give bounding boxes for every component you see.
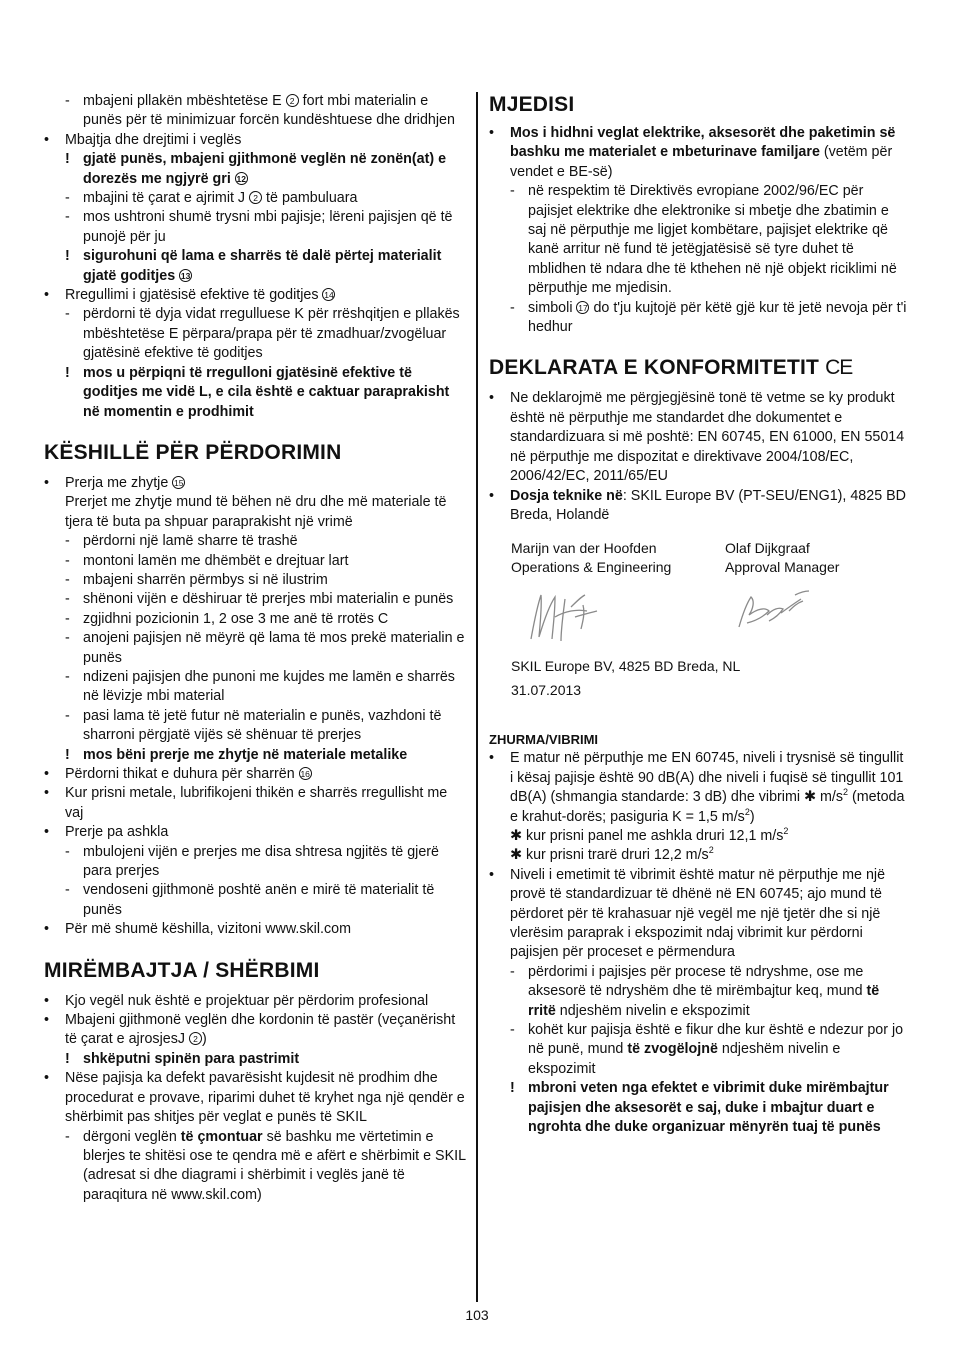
list-item bbox=[44, 784, 468, 823]
list-item bbox=[44, 150, 468, 189]
list-item bbox=[44, 247, 468, 286]
list-item bbox=[44, 992, 468, 1011]
page-number: 103 bbox=[465, 1307, 489, 1323]
noise-title: ZHURMA/VIBRIMI bbox=[489, 732, 599, 748]
section-title-tips: KËSHILLË PËR PËRDORIMIN bbox=[44, 440, 342, 464]
right-column bbox=[489, 92, 909, 1137]
section-title-env: MJEDISI bbox=[489, 93, 575, 116]
list-item bbox=[489, 182, 909, 298]
env-list bbox=[489, 124, 909, 337]
list-marker: - bbox=[65, 571, 70, 588]
list-item bbox=[44, 286, 468, 305]
list-item bbox=[44, 92, 468, 131]
noise-sub-1: ✱ kur prisni panel me ashkla druri 12,1 m/s bbox=[510, 827, 784, 844]
list-item bbox=[44, 843, 468, 882]
list-marker: • bbox=[489, 390, 495, 407]
item-text: shënoni vijën e dëshiruar të prerjes mbi materialin e punës bbox=[83, 591, 454, 608]
item-text-after: të pambuluara bbox=[262, 190, 358, 207]
left-top-list bbox=[44, 92, 468, 422]
signer-2-role: Approval Manager bbox=[725, 559, 840, 576]
list-marker: • bbox=[489, 487, 495, 504]
item-bold-text: Mos i hidhni veglat elektrike, aksesorët dhe paketimin së bashku me materialet e mbeturinave familjare bbox=[510, 125, 896, 161]
item-text: vendoseni gjithmonë poshtë anën e mirë të materialit të punës bbox=[83, 882, 435, 918]
item-text: ndizeni pajisjen dhe punoni me kujdes me lamën e sharrës në lëvizje mbi material bbox=[83, 668, 455, 705]
declaration-title-text: DEKLARATA E KONFORMITETIT bbox=[489, 356, 820, 380]
circled-number: 15 bbox=[174, 477, 184, 488]
circled-number: 16 bbox=[300, 769, 310, 779]
signer-1-name: Marijn van der Hoofden bbox=[511, 540, 657, 557]
section-title-declaration bbox=[489, 355, 909, 381]
list-marker: - bbox=[65, 707, 70, 724]
circled-number: 12 bbox=[236, 173, 247, 184]
list-item bbox=[44, 1069, 468, 1127]
list-marker: ! bbox=[65, 364, 70, 381]
item-text: Kur prisni metale, lubrifikojeni thikën e sharrës rregullisht me vaj bbox=[65, 785, 448, 821]
item-text: Përdorni thikat e duhura për sharrën bbox=[65, 766, 295, 782]
list-marker: • bbox=[44, 824, 50, 841]
circled-number: 2 bbox=[189, 1032, 202, 1045]
item-text: përdorni të dyja vidat rregulluese K për rrëshqitjen e pllakës mbështetëse E përpara/prapa për të zmadhuar/zvogëluar gjatësinë efektive të goditjes bbox=[83, 306, 460, 362]
item-text-after: së bashku me vërtetimin e blerjes te shitësi ose te qendra më e afërt e shërbimit e SKIL (adresat si dhe diagrami i shërbimit i veglës janë të paraqitura në www.skil.com) bbox=[83, 1128, 466, 1203]
item-text: në respektim të Direktivës evropiane 2002/96/EC për pajisjet elektrike dhe elektronike si mbetje dhe zbatimin e saj në përputhje me ligjet kombëtare, pajisjet elektrike që kanë arritur në fund të jetëgjatësisë së tyre duhet të mblidhen të ndara dhe të kthehen në një objekt riciklimi në përputhje me mjedisin. bbox=[528, 183, 897, 297]
list-item bbox=[44, 590, 468, 609]
list-item bbox=[44, 474, 468, 493]
list-item bbox=[44, 189, 468, 208]
item-text-after: : SKIL Europe BV (PT-SEU/ENG1), 4825 BD Breda, Holandë bbox=[510, 487, 906, 523]
item-text: Kjo vegël nuk është e projektuar për përdorim profesional bbox=[65, 992, 429, 1009]
circled-number: 17 bbox=[578, 302, 588, 313]
list-item bbox=[489, 389, 909, 486]
list-item bbox=[44, 765, 468, 784]
list-marker: ! bbox=[65, 746, 70, 763]
tips-list bbox=[44, 474, 468, 940]
item-text: mbajeni sharrën përmbys si në ilustrim bbox=[83, 571, 328, 588]
list-item bbox=[44, 881, 468, 920]
list-marker: - bbox=[65, 668, 70, 685]
list-marker: • bbox=[44, 131, 50, 148]
list-marker: • bbox=[44, 921, 50, 938]
item-text: Prerja me zhytje bbox=[65, 474, 169, 491]
list-marker: - bbox=[65, 591, 70, 608]
list-marker: • bbox=[44, 287, 50, 304]
item-text: mos bëni prerje me zhytje në materiale metalike bbox=[83, 746, 408, 763]
list-item bbox=[44, 532, 468, 551]
list-item bbox=[44, 668, 468, 707]
circled-number: 2 bbox=[286, 94, 299, 107]
list-item bbox=[44, 1050, 468, 1069]
circled-number: 13 bbox=[180, 270, 191, 281]
list-item bbox=[44, 707, 468, 746]
list-item bbox=[44, 1011, 468, 1050]
list-item bbox=[489, 487, 909, 526]
list-marker: - bbox=[510, 183, 515, 200]
list-marker: - bbox=[65, 209, 70, 226]
item-text: mbulojeni vijën e prerjes me disa shtresa ngjitës të gjerë para prerjes bbox=[83, 843, 440, 880]
item-text: përdorni një lamë sharre të trashë bbox=[83, 533, 298, 550]
list-item bbox=[44, 746, 468, 765]
list-marker: • bbox=[44, 1070, 50, 1087]
list-marker: ! bbox=[65, 151, 70, 168]
noise-paragraph-2: • Niveli i emetimit të vibrimit është matur në përputhje me një provë të standardizuar të dhënë në EN 60745; ajo mund të përdoret për të krahasuar një vegël me një tjetër dhe si një vlerësim paraprak i ekspozimit ndaj vibrimit kur përdorni pajisjen për proceset e përmendura bbox=[489, 866, 886, 961]
item-text: Prerjet me zhytje mund të bëhen në dru dhe më materiale të tjera të buta pa shpuar paraprakisht një vrimë bbox=[65, 494, 447, 530]
item-bold-text: të çmontuar bbox=[180, 1128, 263, 1145]
item-text: zgjidhni pozicionin 1, 2 ose 3 me anë të rrotës C bbox=[83, 610, 389, 627]
list-marker: - bbox=[510, 299, 515, 316]
list-marker: - bbox=[65, 533, 70, 550]
item-text: Prerje pa ashkla bbox=[65, 824, 169, 841]
list-item bbox=[44, 364, 468, 422]
signer-1 bbox=[511, 539, 671, 577]
item-text: pasi lama të jetë futur në materialin e punës, vazhdoni të sharroni përgjatë vijës së shënuar të prerjes bbox=[83, 707, 442, 744]
item-text: Mbajtja dhe drejtimi i veglës bbox=[65, 131, 242, 148]
list-item bbox=[44, 629, 468, 668]
circled-number: 2 bbox=[249, 191, 262, 204]
noise-dash-1: - përdorimi i pajisjes për procese të ndryshme, ose me aksesorë të ndryshëm dhe të mirëmbajtur keq, mund të rritë ndjeshëm nivelin e ekspozimit bbox=[510, 963, 880, 1019]
list-marker: ! bbox=[65, 248, 70, 265]
list-item bbox=[44, 305, 468, 363]
list-item bbox=[44, 131, 468, 150]
ce-mark: CE bbox=[825, 356, 853, 380]
left-column bbox=[44, 92, 468, 1205]
list-marker: - bbox=[65, 843, 70, 860]
list-item bbox=[489, 299, 909, 338]
signer-2-name: Olaf Dijkgraaf bbox=[725, 540, 810, 557]
list-marker: - bbox=[65, 610, 70, 627]
signature-1-image bbox=[525, 587, 615, 647]
noise-sub-2: ✱ kur prisni trarë druri 12,2 m/s bbox=[510, 847, 709, 864]
item-text: sigurohuni që lama e sharrës të dalë përtej materialit gjatë goditjes bbox=[83, 248, 442, 284]
item-text-after: (vetëm për vendet e BE-së) bbox=[510, 144, 893, 180]
list-marker: - bbox=[65, 306, 70, 323]
item-text: Për më shumë këshilla, vizitoni www.skil.com bbox=[65, 921, 352, 938]
item-text-after: do t'ju kujtojë për këtë gjë kur të jetë nevoja për t'i hedhur bbox=[528, 299, 907, 336]
list-item bbox=[44, 208, 468, 247]
list-item bbox=[44, 920, 468, 939]
list-marker: • bbox=[489, 125, 495, 141]
item-text: Ne deklarojmë me përgjegjësinë tonë të vetme se ky produkt është në përputhje me standardet dhe dokumentet e standardizuara si më poshtë: EN 60745, EN 61000, EN 55014 në përputhje me dispozitat e direktivave 2004/108/EC, 2006/42/EC, 2011/65/EU bbox=[510, 390, 905, 485]
item-text: Rregullimi i gjatësisë efektive të goditjes bbox=[65, 287, 319, 304]
item-text: montoni lamën me dhëmbët e drejtuar lart bbox=[83, 552, 349, 569]
list-item bbox=[44, 493, 468, 532]
declaration-date: 31.07.2013 bbox=[511, 682, 582, 699]
item-text: simboli bbox=[528, 299, 573, 316]
signer-1-role: Operations & Engineering bbox=[511, 559, 672, 576]
list-marker: - bbox=[65, 630, 70, 647]
item-text-after: fort mbi materialin e punës për të minimizuar forcën kundështuese dhe dridhjen bbox=[83, 93, 455, 129]
item-text: Nëse pajisja ka defekt pavarësisht kujdesit në prodhim dhe procedurat e provave, riparimi duhet të kryhet nga një qendër e shërbimit pas shitjes për veglat e punës të SKIL bbox=[65, 1070, 465, 1126]
list-marker: • bbox=[44, 766, 50, 782]
noise-paragraph-1: • E matur në përputhje me EN 60745, niveli i trysnisë së tingullit i kësaj pajisje është 90 dB(A) dhe niveli i fuqisë së tingullit 101 dB(A) (shmangia standarde: 3 dB) dhe vibrimi ✱ $m/s^2$ (metoda e krahut-dorës; pasiguria K = 1,5 $m/s^2$) ✱ kur prisni panel me ashkla druri 12,1 $m/s^2$ ✱ kur prisni trarë druri 12,2 $m/s^2$ bbox=[489, 750, 905, 864]
item-text-after: ) bbox=[201, 1031, 207, 1048]
item-bold-text: Dosja teknike në bbox=[510, 487, 623, 504]
item-text: mbajini të çarat e ajrimit J bbox=[83, 190, 246, 207]
list-marker: - bbox=[65, 1128, 70, 1145]
service-list bbox=[44, 992, 468, 1205]
list-marker: • bbox=[44, 474, 50, 491]
signer-2 bbox=[725, 539, 839, 577]
list-item bbox=[44, 823, 468, 842]
item-text: Mbajeni gjithmonë veglën dhe kordonin të pastër (veçanërisht të çarat e ajrosjesJ bbox=[65, 1012, 456, 1048]
list-item bbox=[44, 552, 468, 571]
item-text: anojeni pajisjen në mëyrë që lama të mos prekë materialin e punës bbox=[83, 630, 465, 666]
item-text: gjatë punës, mbajeni gjithmonë veglën në zonën(at) e dorezës me ngjyrë gri bbox=[83, 151, 447, 187]
item-text: dërgoni veglën bbox=[83, 1128, 181, 1145]
list-item bbox=[489, 124, 909, 182]
declaration-list bbox=[489, 389, 909, 525]
item-text: shkëputni spinën para pastrimit bbox=[83, 1050, 300, 1067]
item-text: mbajeni pllakën mbështetëse E bbox=[83, 93, 282, 109]
signature-2-image bbox=[733, 587, 823, 637]
list-marker: • bbox=[44, 785, 50, 802]
list-marker: - bbox=[65, 882, 70, 899]
list-item bbox=[44, 571, 468, 590]
section-title-service: MIRËMBAJTJA / SHËRBIMI bbox=[44, 958, 320, 982]
signers-block bbox=[489, 539, 909, 699]
item-text: mos u përpiqni të rregulloni gjatësinë efektive të goditjes me vidë L, e cila është e caktuar paraprakisht në momentin e prodhimit bbox=[83, 364, 450, 420]
list-item bbox=[44, 1128, 468, 1206]
list-marker: - bbox=[65, 93, 70, 109]
noise-warning: ! mbroni veten nga efektet e vibrimit duke mirëmbajtur pajisjen dhe aksesorët e saj, duke i mbajtur duart e ngrohta dhe duke organizuar mënyrën tuaj të punës bbox=[510, 1080, 889, 1136]
company-address: SKIL Europe BV, 4825 BD Breda, NL bbox=[511, 658, 741, 675]
list-marker: - bbox=[65, 190, 70, 207]
item-text: mos ushtroni shumë trysni mbi pajisje; lëreni pajisjen që të punojë për ju bbox=[83, 209, 453, 245]
list-marker: - bbox=[65, 552, 70, 569]
list-marker: ! bbox=[65, 1050, 70, 1067]
noise-dash-2: - kohët kur pajisja është e fikur dhe kur është e ndezur por jo në punë, mund të zvogëlojnë ndjeshëm nivelin e ekspozimit bbox=[510, 1022, 904, 1077]
list-marker: • bbox=[44, 1012, 50, 1029]
circled-number: 14 bbox=[324, 290, 334, 301]
list-marker: • bbox=[44, 992, 50, 1009]
column-divider bbox=[476, 92, 478, 1302]
list-item bbox=[44, 610, 468, 629]
